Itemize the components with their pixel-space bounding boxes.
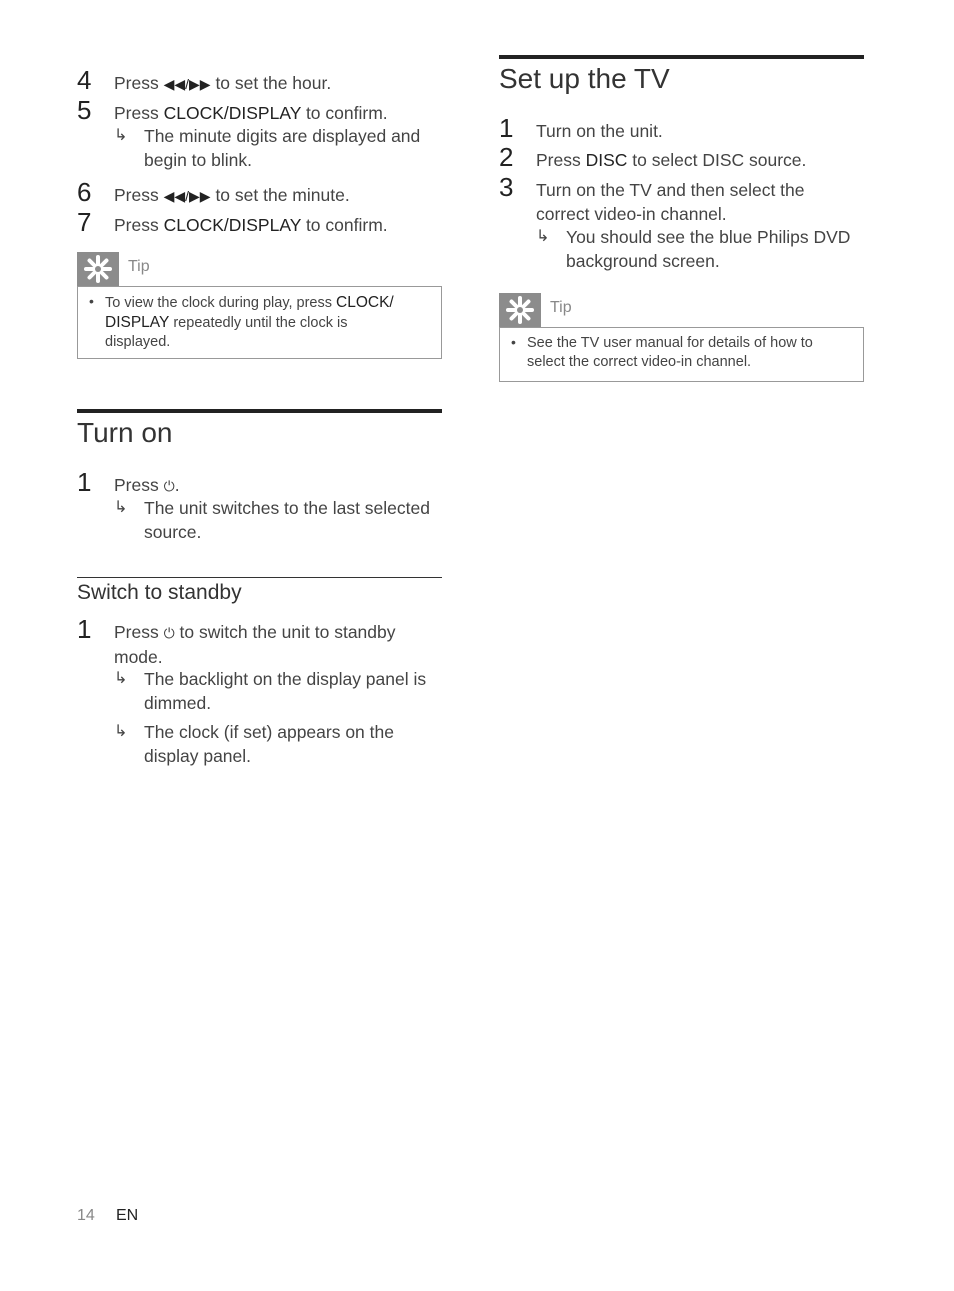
section-heading-set-up-tv: Set up the TV (499, 63, 670, 94)
tip-text: See the TV user manual for details of how to select the correct video-in channel. (527, 335, 813, 370)
step-text: Press ⏻ to switch the unit to standby mode. (114, 622, 396, 667)
page-number: 14 (77, 1207, 95, 1224)
section-rule (499, 55, 864, 59)
step-number: 1 (77, 467, 92, 497)
tip-label: Tip (128, 258, 150, 275)
subsection-heading-standby: Switch to standby (77, 581, 242, 604)
result-arrow-icon: ↳ (114, 723, 128, 740)
language-code: EN (116, 1207, 139, 1224)
skip-buttons-icon: ◀◀/▶▶ (163, 188, 211, 204)
button-name: CLOCK/DISPLAY (163, 215, 302, 235)
step-number: 1 (77, 614, 92, 644)
step-text: Press DISC to select DISC source. (536, 150, 807, 170)
section-rule (77, 409, 442, 413)
subsection-rule (77, 577, 442, 578)
section-heading-turn-on: Turn on (77, 417, 173, 448)
button-name: DISC (585, 150, 628, 170)
step-number: 3 (499, 172, 514, 202)
bullet: • (511, 334, 516, 350)
step-text: Turn on the unit. (536, 121, 663, 141)
step-number: 5 (77, 95, 92, 125)
step-number: 6 (77, 177, 92, 207)
step-number: 1 (499, 113, 514, 143)
step-number: 2 (499, 142, 514, 172)
step-text: Press ◀◀/▶▶ to set the hour. (114, 73, 332, 93)
result-arrow-icon: ↳ (536, 228, 550, 245)
result-arrow-icon: ↳ (114, 499, 128, 516)
tip-asterisk-icon (499, 293, 541, 327)
result-arrow-icon: ↳ (114, 127, 128, 144)
step-text: Turn on the TV and then select the correct video-in channel. (536, 180, 805, 224)
step-number: 7 (77, 207, 92, 237)
skip-buttons-icon: ◀◀/▶▶ (163, 76, 211, 92)
result-arrow-icon: ↳ (114, 670, 128, 687)
step-number: 4 (77, 65, 92, 95)
power-icon: ⏻ (163, 625, 175, 641)
step-text: Press CLOCK/DISPLAY to confirm. (114, 215, 388, 235)
power-icon: ⏻ (163, 478, 175, 494)
tip-asterisk-icon (77, 252, 119, 286)
tip-label: Tip (550, 299, 572, 316)
tip-text: To view the clock during play, press CLOCK/ DISPLAY repeatedly until the clock is displayed. (105, 294, 394, 350)
step-text: Press ◀◀/▶▶ to set the minute. (114, 185, 350, 205)
step-text: Press CLOCK/DISPLAY to confirm. (114, 103, 388, 123)
button-name: CLOCK/DISPLAY (163, 103, 302, 123)
step-text: Press ⏻. (114, 475, 180, 495)
bullet: • (89, 293, 94, 309)
